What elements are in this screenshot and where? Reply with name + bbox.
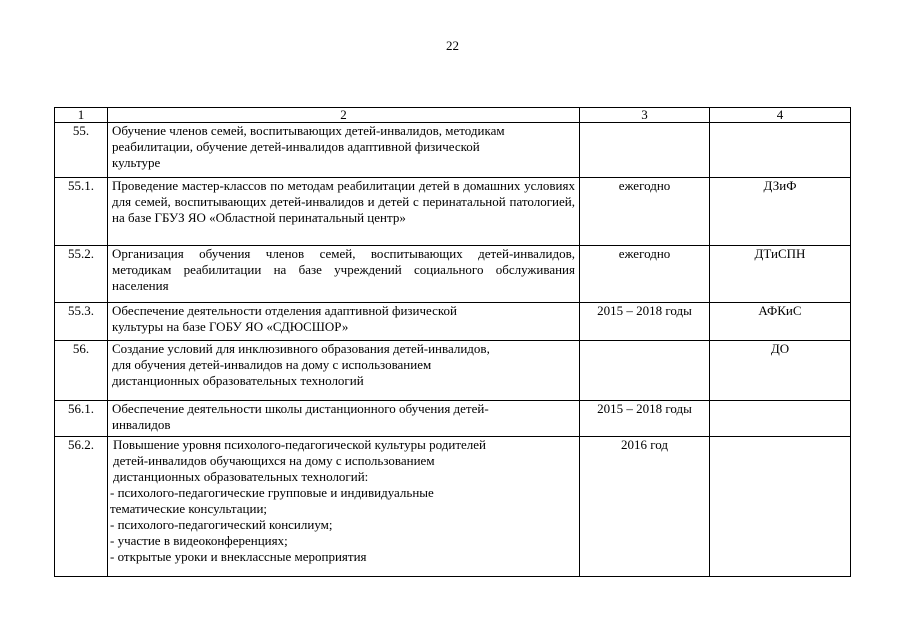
table-row [55, 437, 851, 577]
row-number: 55. [55, 123, 108, 178]
description-line: детей-инвалидов обучающихся на дому с использованием [113, 453, 435, 468]
description-line: Повышение уровня психолого-педагогической культуры родителей [113, 437, 486, 452]
row-description [108, 341, 580, 401]
description-line: культуры на базе ГОБУ ЯО «СДЮСШОР» [112, 319, 349, 334]
description-line: культуре [112, 155, 161, 170]
row-number: 56.2. [55, 437, 108, 577]
row-term [580, 123, 710, 178]
row-executor: АФКиС [710, 303, 851, 341]
table-row [55, 178, 851, 246]
description-line: Обеспечение деятельности школы дистанционного обучения детей- [112, 401, 489, 416]
page-number: 22 [446, 38, 459, 53]
table-row [55, 341, 851, 401]
table-row [55, 123, 851, 178]
row-executor [710, 437, 851, 577]
description-line: - психолого-педагогические групповые и индивидуальные [110, 485, 434, 500]
row-term: 2015 – 2018 годы [580, 401, 710, 437]
row-term: ежегодно [580, 178, 710, 246]
row-term: 2016 год [580, 437, 710, 577]
row-number: 56. [55, 341, 108, 401]
table-row [55, 246, 851, 303]
row-number: 56.1. [55, 401, 108, 437]
row-description [108, 401, 580, 437]
row-description: Проведение мастер-классов по методам реабилитации детей в домашних условиях для семей, воспитывающих детей-инвалидов и детей с перинатальной патологией, на базе ГБУЗ ЯО «Областной перинатальный центр» [108, 178, 580, 246]
row-executor: ДЗиФ [710, 178, 851, 246]
description-line: Обеспечение деятельности отделения адаптивной физической [112, 303, 458, 318]
row-description [108, 437, 580, 577]
description-line: - участие в видеоконференциях; [110, 533, 288, 548]
row-number: 55.3. [55, 303, 108, 341]
row-term [580, 341, 710, 401]
column-header-term: 3 [580, 108, 710, 123]
description-line: инвалидов [112, 417, 171, 432]
description-line: тематические консультации; [110, 501, 268, 516]
description-line: реабилитации, обучение детей-инвалидов адаптивной физической [112, 139, 480, 154]
table-row [55, 401, 851, 437]
row-term: ежегодно [580, 246, 710, 303]
row-executor: ДО [710, 341, 851, 401]
description-line: для обучения детей-инвалидов на дому с использованием [112, 357, 432, 372]
row-number: 55.2. [55, 246, 108, 303]
column-header-description: 2 [108, 108, 580, 123]
row-term: 2015 – 2018 годы [580, 303, 710, 341]
row-executor [710, 123, 851, 178]
row-number: 55.1. [55, 178, 108, 246]
row-executor: ДТиСПН [710, 246, 851, 303]
table-row [55, 303, 851, 341]
row-description [108, 303, 580, 341]
description-line: дистанционных образовательных технологий: [113, 469, 369, 484]
row-description: Организация обучения членов семей, воспитывающих детей-инвалидов, методикам реабилитации на базе учреждений социального обслуживания населения [108, 246, 580, 303]
row-description [108, 123, 580, 178]
description-line: - психолого-педагогический консилиум; [110, 517, 333, 532]
row-executor [710, 401, 851, 437]
column-header-executor: 4 [710, 108, 851, 123]
column-header-number: 1 [55, 108, 108, 123]
description-line: дистанционных образовательных технологий [112, 373, 364, 388]
description-line: Создание условий для инклюзивного образования детей-инвалидов, [112, 341, 490, 356]
description-line: - открытые уроки и внеклассные мероприятия [110, 549, 367, 564]
description-line: Обучение членов семей, воспитывающих детей-инвалидов, методикам [112, 123, 505, 138]
table-header-row [55, 108, 851, 123]
measures-table [54, 107, 851, 577]
